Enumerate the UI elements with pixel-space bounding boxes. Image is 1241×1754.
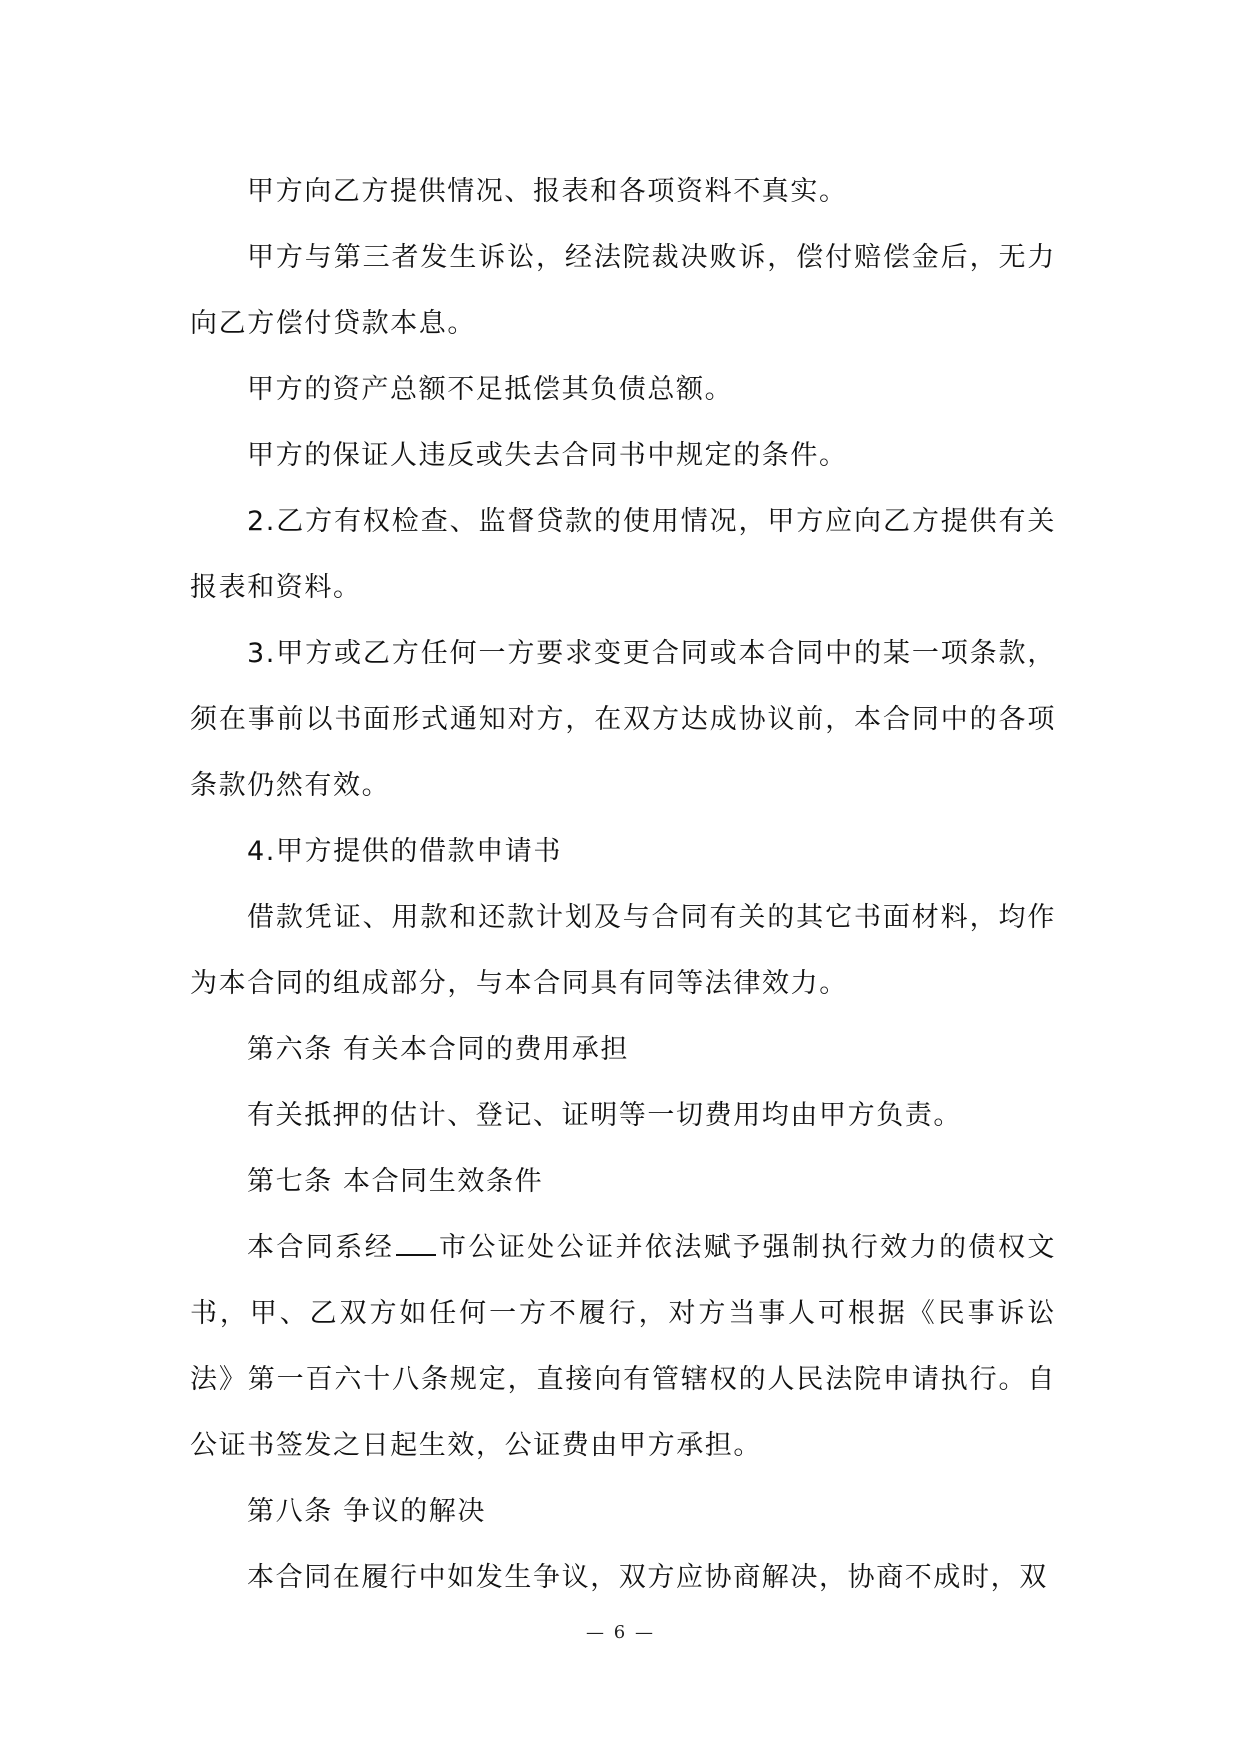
paragraph: 有关抵押的估计、登记、证明等一切费用均由甲方负责。 bbox=[247, 1100, 962, 1131]
paragraph: 3.甲方或乙方任何一方要求变更合同或本合同中的某一项条款，须在事前以书面形式通知对方，在双方达成协议前，本合同中的各项条款仍然有效。 bbox=[190, 638, 1056, 801]
section-heading: 第六条 有关本合同的费用承担 bbox=[247, 1034, 629, 1065]
paragraph: 4.甲方提供的借款申请书 bbox=[247, 836, 562, 867]
paragraph: 甲方向乙方提供情况、报表和各项资料不真实。 bbox=[247, 176, 848, 207]
paragraph: 借款凭证、用款和还款计划及与合同有关的其它书面材料，均作为本合同的组成部分，与本合同具有同等法律效力。 bbox=[190, 902, 1056, 999]
paragraph: 本合同在履行中如发生争议，双方应协商解决，协商不成时，双 bbox=[247, 1562, 1048, 1593]
section-heading: 第七条 本合同生效条件 bbox=[247, 1166, 544, 1197]
paragraph-text: 市公证处公证并依法赋予强制执行效力的债权文书，甲、乙双方如任何一方不履行，对方当事人可根据《民事诉讼法》第一百六十八条规定，直接向有管辖权的人民法院申请执行。自公证书签发之日起生效，公证费由甲方承担。 bbox=[190, 1232, 1057, 1461]
paragraph: 甲方的资产总额不足抵偿其负债总额。 bbox=[247, 374, 734, 405]
paragraph: 甲方的保证人违反或失去合同书中规定的条件。 bbox=[247, 440, 848, 471]
section-heading: 第八条 争议的解决 bbox=[247, 1496, 486, 1527]
fill-in-blank bbox=[396, 1234, 436, 1256]
paragraph-text: 本合同系经 bbox=[247, 1232, 395, 1263]
document-body bbox=[190, 159, 1056, 1611]
paragraph: 甲方与第三者发生诉讼，经法院裁决败诉，偿付赔偿金后，无力向乙方偿付贷款本息。 bbox=[190, 242, 1056, 339]
page-number: — 6 — bbox=[586, 1622, 655, 1643]
paragraph bbox=[190, 1215, 1056, 1479]
paragraph: 2.乙方有权检查、监督贷款的使用情况，甲方应向乙方提供有关报表和资料。 bbox=[190, 506, 1056, 603]
